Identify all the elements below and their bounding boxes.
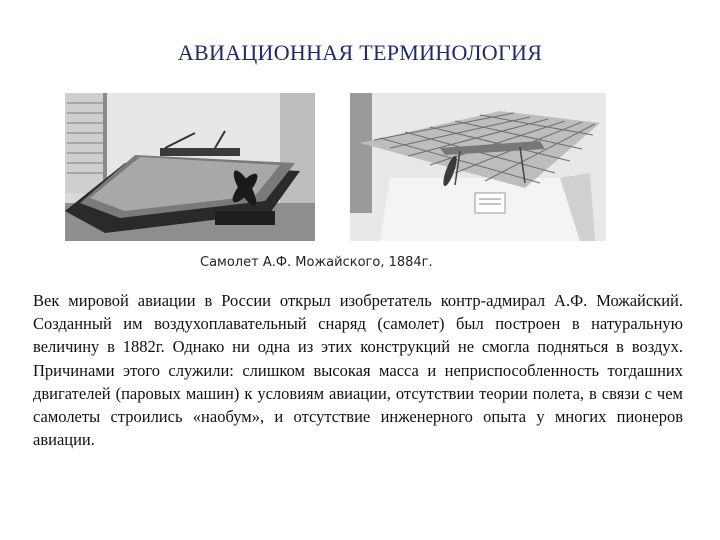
aircraft-model-photo-left (65, 93, 315, 241)
body-paragraph: Век мировой авиации в России открыл изобретатель контр-адмирал А.Ф. Можайский. Созданный им воздухоплавательный снаряд (самолет) был построен в натуральную величину в 1882г. Однако ни одна из этих конструкций не смогла подняться в воздух. Причинами этого служили: слишком высокая масса и неприспособленность тогдашних двигателей (паровых машин) к условиям авиации, отсутствии теории полета, в связи с чем самолеты строились «наобум», и отсутствие инженерного опыта у многих пионеров авиации. (33, 291, 683, 450)
slide-title: АВИАЦИОННАЯ ТЕРМИНОЛОГИЯ (177, 40, 543, 65)
aircraft-model-photo-right (350, 93, 606, 241)
photo-caption: Самолет А.Ф. Можайского, 1884г. (200, 255, 433, 270)
